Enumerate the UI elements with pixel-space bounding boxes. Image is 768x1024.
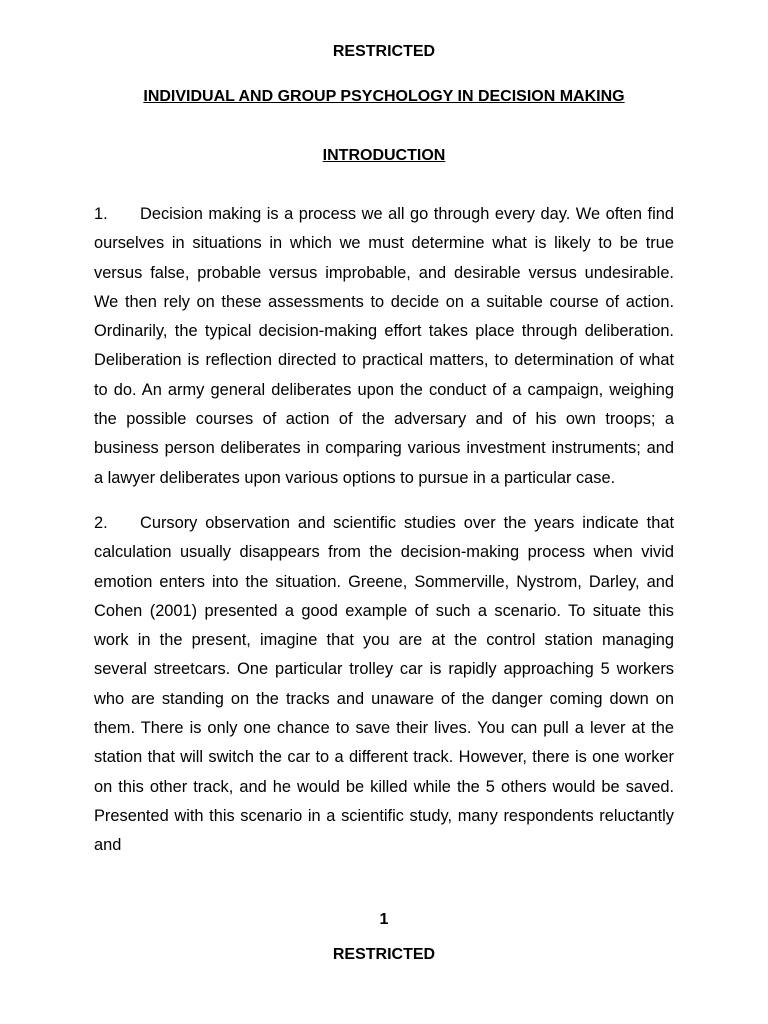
paragraph-2 — [94, 509, 674, 861]
document-title: INDIVIDUAL AND GROUP PSYCHOLOGY IN DECISION MAKING — [143, 88, 625, 105]
paragraph-text: Cursory observation and scientific studies over the years indicate that calculation usually disappears from the decision-making process when vivid emotion enters into the situation. Greene, Sommerville, Nystrom, Darley, and Cohen (2001) presented a good example of such a scenario. To situate this work in the present, imagine that you are at the control station managing several streetcars. One particular trolley car is rapidly approaching 5 workers who are standing on the tracks and unaware of the danger coming down on them. There is only one chance to save their lives. You can pull a lever at the station that will switch the car to a different track. However, there is one worker on this other track, and he would be killed while the 5 others would be saved. Presented with this scenario in a scientific study, many respondents reluctantly and — [94, 513, 674, 855]
paragraph-1 — [94, 200, 674, 493]
page-number: 1 — [379, 911, 389, 928]
body-text — [94, 200, 674, 877]
section-heading-introduction: INTRODUCTION — [322, 147, 446, 164]
header-classification: RESTRICTED — [332, 43, 436, 60]
paragraph-number: 1. — [94, 205, 108, 223]
paragraph-text: Decision making is a process we all go through every day. We often find ourselves in situations in which we must determine what is likely to be true versus false, probable versus improbable, and desirable versus undesirable. We then rely on these assessments to decide on a suitable course of action. Ordinarily, the typical decision-making effort takes place through deliberation. Deliberation is reflection directed to practical matters, to determination of what to do. An army general deliberates upon the conduct of a campaign, weighing the possible courses of action of the adversary and of his own troops; a business person deliberates in comparing various investment instruments; and a lawyer deliberates upon various options to pursue in a particular case. — [94, 205, 674, 487]
paragraph-number: 2. — [94, 513, 108, 532]
footer-classification: RESTRICTED — [332, 946, 436, 963]
